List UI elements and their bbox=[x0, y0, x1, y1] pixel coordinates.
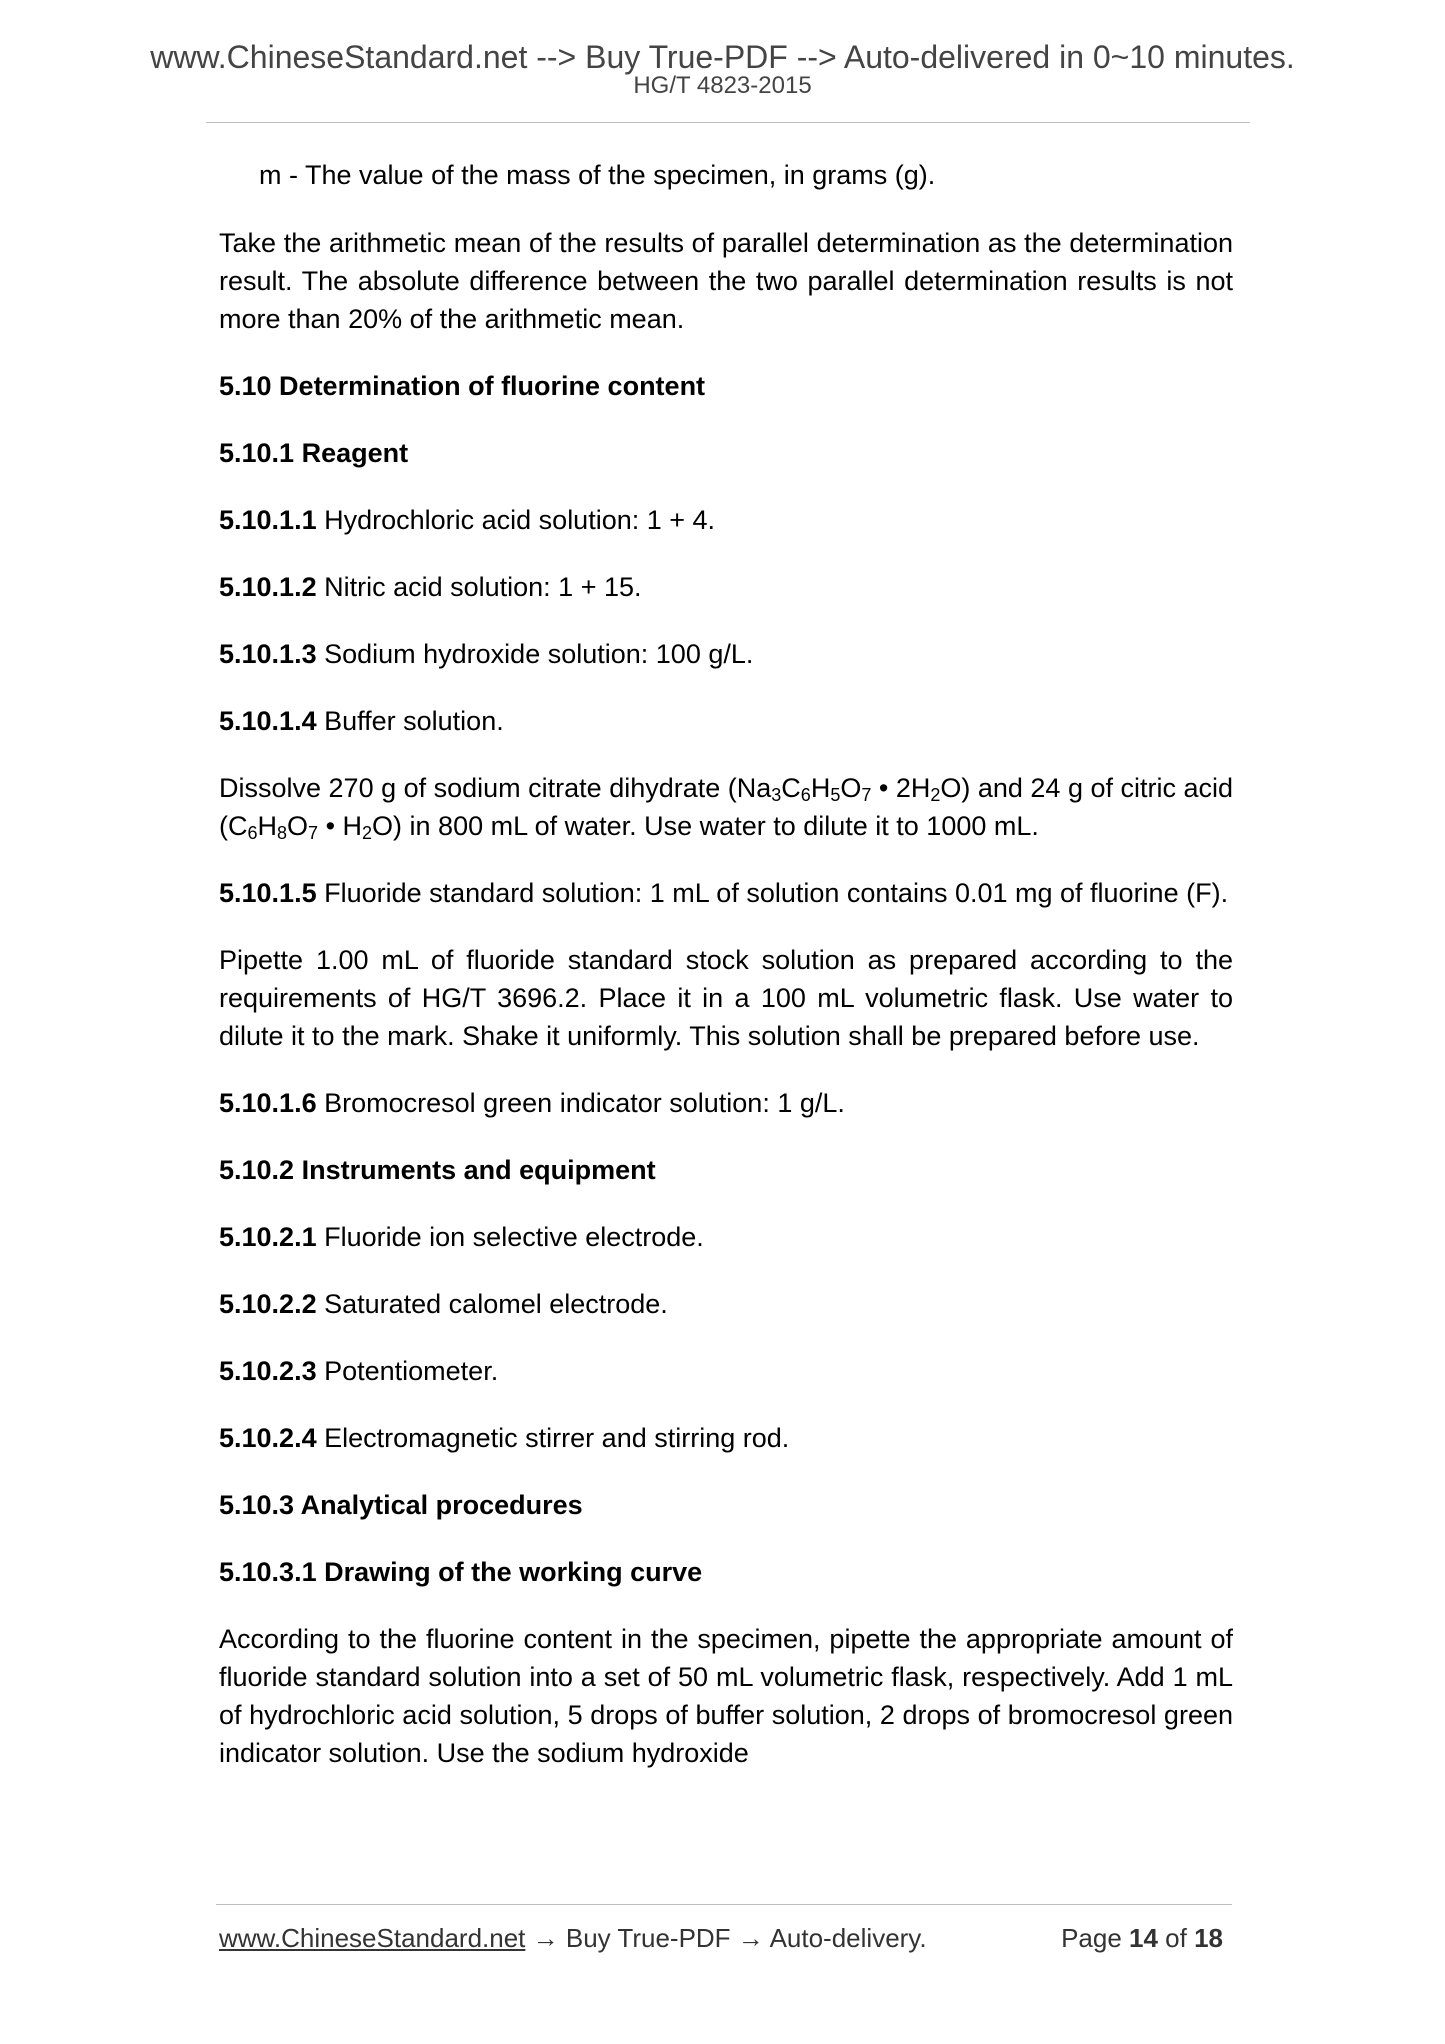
paragraph-working-curve: According to the fluorine content in the specimen, pipette the appropriate amount of fluoride standard solution into a set of 50 mL volumetric flask, respectively. Add 1 mL of hydrochloric acid solution, 5 drops of buffer solution, 2 drops of bromocresol green indicator solution. Use the sodium hydroxide bbox=[219, 1624, 1233, 1768]
clause-5-10-1-5 bbox=[219, 874, 1233, 912]
document-id: HG/T 4823-2015 bbox=[633, 72, 812, 99]
paragraph-buffer-preparation: Dissolve 270 g of sodium citrate dihydrate ($Na_3C_6H_5O_7$ • $2H_2O$) and 24 g of citric acid ($C_6H_8O_7$ • $H_2O$) in 800 mL of water. Use water to dilute it to 1000 mL. bbox=[219, 773, 1234, 843]
clause-5-10-1-1 bbox=[219, 501, 1233, 539]
section-heading-5-10: 5.10 Determination of fluorine content bbox=[219, 371, 706, 401]
current-page-number: 14 bbox=[1129, 1923, 1158, 1953]
variable-definition-m: m - The value of the mass of the specimen, in grams (g). bbox=[259, 160, 936, 190]
clause-text: Potentiometer. bbox=[316, 1356, 499, 1386]
footer-divider bbox=[216, 1904, 1232, 1905]
section-heading-5-10-3-1: 5.10.3.1 Drawing of the working curve bbox=[219, 1557, 703, 1587]
total-page-count: 18 bbox=[1194, 1923, 1223, 1953]
clause-number: 5.10.2.2 bbox=[219, 1289, 317, 1319]
footer-promo bbox=[219, 1922, 927, 1954]
clause-5-10-2-3 bbox=[219, 1352, 1233, 1390]
clause-number: 5.10.2.3 bbox=[219, 1356, 317, 1386]
clause-text: Sodium hydroxide solution: 100 g/L. bbox=[316, 639, 754, 669]
clause-5-10-1-2 bbox=[219, 568, 1233, 606]
page-indicator: Page 14 of 18 bbox=[1061, 1923, 1223, 1953]
clause-text: Fluoride ion selective electrode. bbox=[316, 1222, 704, 1252]
clause-number: 5.10.1.1 bbox=[219, 505, 317, 535]
clause-5-10-2-4 bbox=[219, 1419, 1233, 1457]
clause-text: Electromagnetic stirrer and stirring rod. bbox=[316, 1423, 790, 1453]
clause-number: 5.10.1.4 bbox=[219, 706, 317, 736]
header-divider bbox=[206, 122, 1250, 123]
clause-number: 5.10.1.6 bbox=[219, 1088, 317, 1118]
clause-number: 5.10.2.4 bbox=[219, 1423, 317, 1453]
page-body bbox=[219, 156, 1233, 1801]
clause-number: 5.10.1.2 bbox=[219, 572, 317, 602]
clause-5-10-1-3 bbox=[219, 635, 1233, 673]
section-heading-5-10-2: 5.10.2 Instruments and equipment bbox=[219, 1155, 656, 1185]
section-heading-5-10-1: 5.10.1 Reagent bbox=[219, 438, 409, 468]
clause-text: Fluoride standard solution: 1 mL of solution contains 0.01 mg of fluorine (F). bbox=[316, 878, 1229, 908]
clause-5-10-1-4 bbox=[219, 702, 1233, 740]
clause-text: Buffer solution. bbox=[316, 706, 504, 736]
footer-promo-text: → Buy True-PDF → Auto-delivery. bbox=[525, 1923, 927, 1953]
clause-text: Hydrochloric acid solution: 1 + 4. bbox=[316, 505, 716, 535]
clause-text: Nitric acid solution: 1 + 15. bbox=[316, 572, 642, 602]
clause-5-10-2-1 bbox=[219, 1218, 1233, 1256]
paragraph-arithmetic-mean: Take the arithmetic mean of the results of parallel determination as the determination result. The absolute difference between the two parallel determination results is not more than 20% of the arithmetic mean. bbox=[219, 228, 1233, 334]
section-heading-5-10-3: 5.10.3 Analytical procedures bbox=[219, 1490, 583, 1520]
clause-text: Saturated calomel electrode. bbox=[316, 1289, 668, 1319]
clause-5-10-2-2 bbox=[219, 1285, 1233, 1323]
clause-5-10-1-6 bbox=[219, 1084, 1233, 1122]
clause-number: 5.10.2.1 bbox=[219, 1222, 317, 1252]
clause-number: 5.10.1.5 bbox=[219, 878, 317, 908]
footer-site-link[interactable]: www.ChineseStandard.net bbox=[219, 1923, 526, 1953]
site-banner: www.ChineseStandard.net --> Buy True-PDF --> Auto-delivered in 0~10 minutes. bbox=[150, 39, 1295, 75]
clause-text: Bromocresol green indicator solution: 1 g/L. bbox=[316, 1088, 845, 1118]
clause-number: 5.10.1.3 bbox=[219, 639, 317, 669]
paragraph-pipette-stock: Pipette 1.00 mL of fluoride standard stock solution as prepared according to the requirements of HG/T 3696.2. Place it in a 100 mL volumetric flask. Use water to dilute it to the mark. Shake it uniformly. This solution shall be prepared before use. bbox=[219, 945, 1233, 1051]
